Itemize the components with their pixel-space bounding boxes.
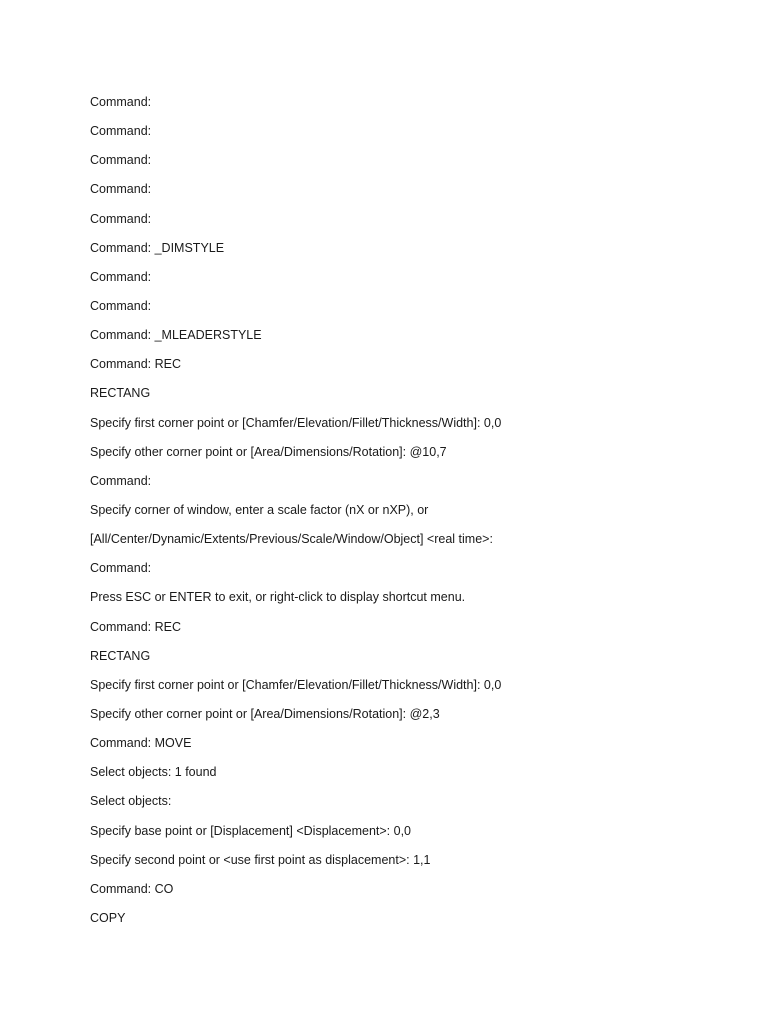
command-line-14: Command:: [90, 473, 152, 488]
command-line-9: Command: _MLEADERSTYLE: [90, 328, 262, 343]
command-line-11: RECTANG: [90, 386, 151, 401]
command-line-5: Command:: [90, 211, 152, 226]
command-line-29: COPY: [90, 910, 126, 925]
command-line-3: Command:: [90, 153, 152, 168]
command-line-25: Select objects:: [90, 794, 172, 809]
command-history: [90, 92, 730, 937]
command-line-23: Command: MOVE: [90, 736, 192, 751]
command-line-24: Select objects: 1 found: [90, 765, 217, 780]
command-line-22: Specify other corner point or [Area/Dimensions/Rotation]: @2,3: [90, 706, 440, 721]
command-line-2: Command:: [90, 124, 152, 139]
command-line-15: Specify corner of window, enter a scale factor (nX or nXP), or: [90, 502, 429, 517]
command-line-21: Specify first corner point or [Chamfer/Elevation/Fillet/Thickness/Width]: 0,0: [90, 677, 502, 692]
command-line-28: Command: CO: [90, 881, 174, 896]
command-line-8: Command:: [90, 298, 152, 313]
command-line-17: Command:: [90, 561, 152, 576]
command-line-20: RECTANG: [90, 648, 151, 663]
command-line-12: Specify first corner point or [Chamfer/Elevation/Fillet/Thickness/Width]: 0,0: [90, 415, 502, 430]
command-line-19: Command: REC: [90, 619, 181, 634]
command-line-16: [All/Center/Dynamic/Extents/Previous/Scale/Window/Object] <real time>:: [90, 532, 493, 547]
command-line-6: Command: _DIMSTYLE: [90, 240, 225, 255]
command-line-10: Command: REC: [90, 357, 181, 372]
command-line-7: Command:: [90, 269, 152, 284]
command-line-27: Specify second point or <use first point as displacement>: 1,1: [90, 852, 431, 867]
command-line-13: Specify other corner point or [Area/Dimensions/Rotation]: @10,7: [90, 444, 447, 459]
command-line-26: Specify base point or [Displacement] <Displacement>: 0,0: [90, 823, 412, 838]
command-line-18: Press ESC or ENTER to exit, or right-click to display shortcut menu.: [90, 590, 466, 605]
command-line-4: Command:: [90, 182, 152, 197]
command-line-1: Command:: [90, 95, 152, 109]
